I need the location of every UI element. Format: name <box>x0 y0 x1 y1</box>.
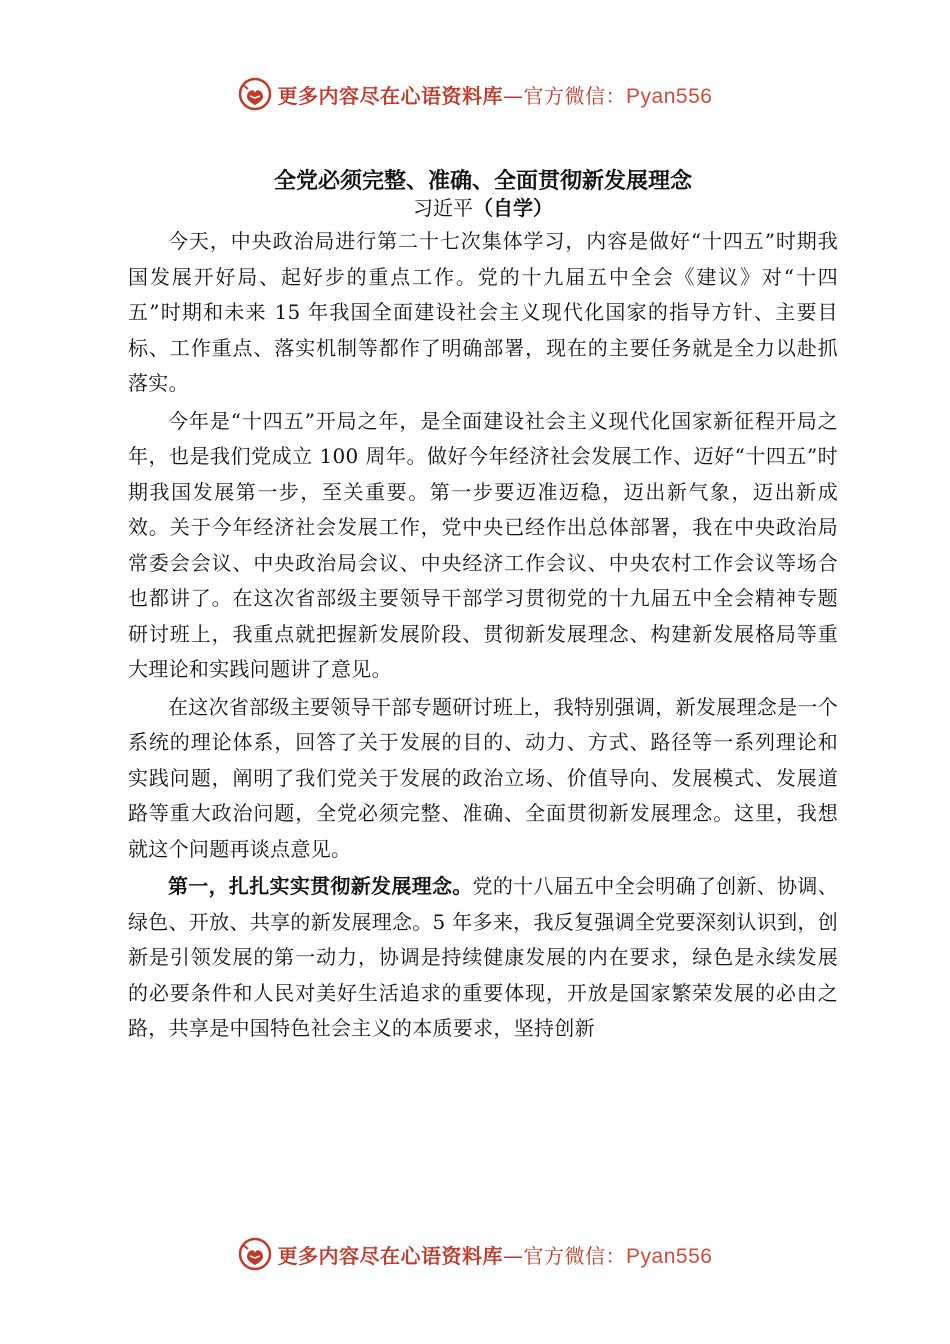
heart-book-logo-icon <box>238 77 272 111</box>
banner-separator: — <box>503 1243 524 1268</box>
section-one-lead: 第一，扎扎实实贯彻新发展理念。 <box>168 874 473 898</box>
paragraph-1: 今天，中央政治局进行第二十七次集体学习，内容是做好“十四五”时期我国发展开好局、起好步的重点工作。党的十九届五中全会《建议》对“十四五”时期和未来 15 年我国全面建设社会主义现代化国家的指导方针、主要目标、工作重点、落实机制等都作了明确部署，现在的主要任务就是全力以赴抓落实。 <box>128 229 838 395</box>
banner-text <box>278 1240 713 1269</box>
footer-banner <box>0 1232 950 1276</box>
document-body <box>128 168 838 1049</box>
document-author-note: （自学） <box>473 196 553 220</box>
header-banner <box>0 72 950 116</box>
banner-contact-label: 官方微信： <box>523 83 627 108</box>
paragraph-3: 在这次省部级主要领导干部专题研讨班上，我特别强调，新发展理念是一个系统的理论体系，回答了关于发展的目的、动力、方式、路径等一系列理论和实践问题，阐明了我们党关于发展的政治立场、价值导向、发展模式、发展道路等重大政治问题，全党必须完整、准确、全面贯彻新发展理念。这里，我想就这个问题再谈点意见。 <box>128 694 838 861</box>
banner-separator: — <box>503 83 524 108</box>
document-byline <box>128 196 838 220</box>
banner-brand: 更多内容尽在心语资料库 <box>277 83 504 108</box>
banner-brand: 更多内容尽在心语资料库 <box>277 1243 504 1268</box>
document-title: 全党必须完整、准确、全面贯彻新发展理念 <box>273 169 692 194</box>
heart-book-logo-icon <box>238 1237 272 1271</box>
banner-contact-label: 官方微信： <box>523 1243 627 1268</box>
paragraph-section-one <box>128 869 838 1047</box>
banner-text <box>278 80 713 109</box>
banner-wechat-id: Pyan556 <box>626 1244 713 1268</box>
section-one-text: 党的十八届五中全会明确了创新、协调、绿色、开放、共享的新发展理念。5 年多来，我反复强调全党要深刻认识到，创新是引领发展的第一动力，协调是持续健康发展的内在要求，绿色是永续发展的必要条件和人民对美好生活追求的重要体现，开放是国家繁荣发展的必由之路，共享是中国特色社会主义的本质要求，坚持创新 <box>128 874 838 1040</box>
paragraph-2: 今年是“十四五”开局之年，是全面建设社会主义现代化国家新征程开局之年，也是我们党成立 100 周年。做好今年经济社会发展工作、迈好“十四五”时期我国发展第一步，至关重要。第一步要迈准迈稳，迈出新气象，迈出新成效。关于今年经济社会发展工作，党中央已经作出总体部署，我在中央政治局常委会会议、中央政治局会议、中央经济工作会议、中央农村工作会议等场合也都讲了。在这次省部级主要领导干部学习贯彻党的十九届五中全会精神专题研讨班上，我重点就把握新发展阶段、贯彻新发展理念、构建新发展格局等重大理论和实践问题讲了意见。 <box>128 408 838 681</box>
document-author: 习近平 <box>413 196 473 220</box>
banner-wechat-id: Pyan556 <box>626 84 713 108</box>
